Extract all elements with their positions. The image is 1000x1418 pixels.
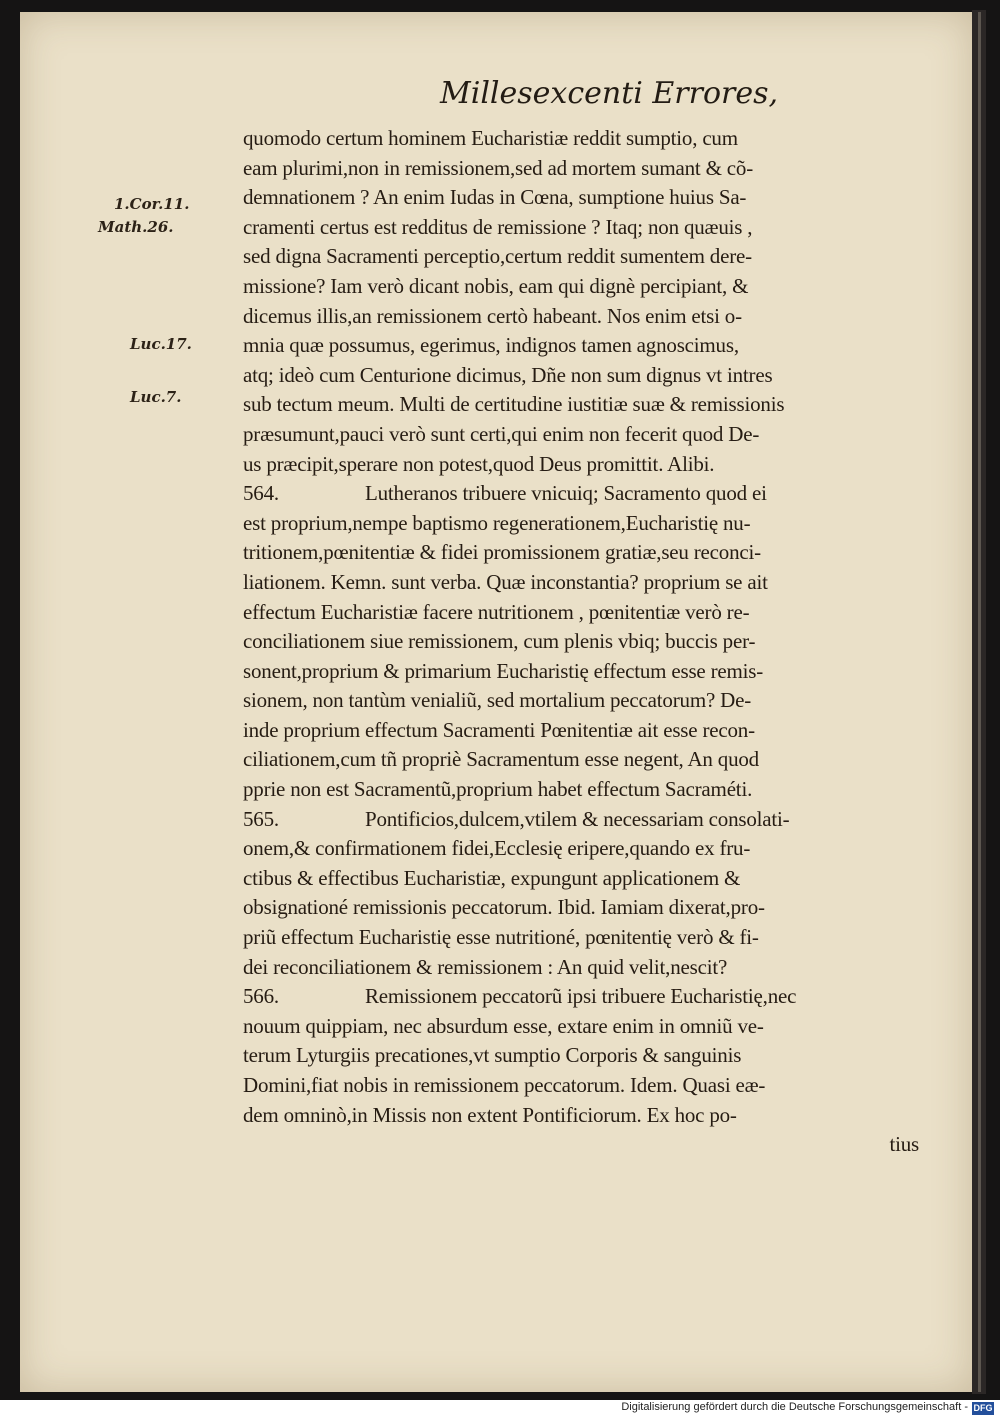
- text-line: priũ effectum Eucharistię esse nutritioné, pœnitentię verò & fi-: [243, 925, 759, 950]
- text-line: sonent,proprium & primarium Eucharistię effectum esse remis-: [243, 658, 764, 683]
- entry-566-first-line: [243, 982, 933, 1012]
- text-line: missione? Iam verò dicant nobis, eam qui dignè percipiant, &: [243, 273, 749, 298]
- text-line: sub tectum meum. Multi de certitudine iustitiæ suæ & remissionis: [243, 392, 785, 417]
- entry-text: Pontificios,dulcem,vtilem & necessariam consolati-: [365, 806, 790, 831]
- text-line: terum Lyturgiis precationes,vt sumptio Corporis & sanguinis: [243, 1043, 742, 1068]
- running-head: Millesexcenti Errores,: [440, 76, 779, 111]
- text-line: sionem, non tantùm venialiũ, sed mortalium peccatorum? De-: [243, 688, 752, 713]
- footer-credit: Digitalisierung gefördert durch die Deutsche Forschungsgemeinschaft -: [621, 1401, 968, 1413]
- footer-bar: [0, 1400, 1000, 1418]
- entry-564-first-line: [243, 479, 933, 509]
- text-line: Domini,fiat nobis in remissionem peccatorum. Idem. Quasi eæ-: [243, 1073, 766, 1097]
- margin-note-1cor: 1.Cor.11.: [114, 195, 190, 213]
- text-line: us præcipit,sperare non potest,quod Deus promittit. Alibi.: [243, 451, 715, 476]
- text-line: pprie non est Sacramentũ,proprium habet effectum Sacraméti.: [243, 777, 753, 802]
- text-line: obsignationé remissionis peccatorum. Ibid. Iamiam dixerat,pro-: [243, 895, 765, 920]
- entry-565-first-line: [243, 805, 933, 835]
- text-line: est proprium,nempe baptismo regenerationem,Eucharistię nu-: [243, 510, 751, 535]
- entry-text: Lutheranos tribuere vnicuiq; Sacramento quod ei: [365, 481, 767, 506]
- text-line: ciliationem,cum tñ propriè Sacramentum esse negent, An quod: [243, 747, 759, 772]
- text-line: dem omninò,in Missis non extent Pontificiorum. Ex hoc po-: [243, 1102, 737, 1127]
- text-line: ctibus & effectibus Eucharistiæ, expungunt applicationem &: [243, 865, 741, 890]
- book-edge-highlight: [978, 12, 981, 1392]
- margin-note-luc7: Luc.7.: [130, 388, 182, 406]
- text-line: demnationem ? An enim Iudas in Cœna, sumptione huius Sa-: [243, 185, 747, 210]
- text-line: effectum Eucharistiæ facere nutritionem , pœnitentiæ verò re-: [243, 599, 750, 624]
- entry-number: 564.: [243, 481, 279, 506]
- entry-text: Remissionem peccatorũ ipsi tribuere Eucharistię,nec: [365, 984, 797, 1009]
- text-line: conciliationem siue remissionem, cum plenis vbiq; buccis per-: [243, 629, 756, 654]
- body-text: [243, 124, 933, 1160]
- entry-number: 566.: [243, 984, 279, 1009]
- text-line: liationem. Kemn. sunt verba. Quæ inconstantia? proprium se ait: [243, 569, 768, 594]
- text-line: dicemus illis,an remissionem certò habeant. Nos enim etsi o-: [243, 303, 742, 328]
- text-line: inde proprium effectum Sacramenti Pœnitentiæ ait esse recon-: [243, 717, 755, 742]
- entry-number: 565.: [243, 806, 279, 831]
- text-line: dei reconciliationem & remissionem : An quid velit,nescit?: [243, 954, 728, 979]
- text-line: tritionem,pœnitentiæ & fidei promissionem gratiæ,seu reconci-: [243, 540, 761, 565]
- catchword: tius: [889, 1132, 919, 1157]
- text-line: quomodo certum hominem Eucharistiæ reddit sumptio, cum: [243, 126, 738, 150]
- text-line: onem,& confirmationem fidei,Ecclesię eripere,quando ex fru-: [243, 836, 751, 861]
- text-line: cramenti certus est redditus de remissione ? Itaq; non quæuis ,: [243, 214, 753, 239]
- margin-note-math: Math.26.: [98, 218, 174, 236]
- text-line: mnia quæ possumus, egerimus, indignos tamen agnoscimus,: [243, 333, 739, 358]
- text-line: eam plurimi,non in remissionem,sed ad mortem sumant & cõ-: [243, 155, 754, 180]
- text-line: atq; ideò cum Centurione dicimus, Dñe non sum dignus vt intres: [243, 362, 773, 387]
- text-line: præsumunt,pauci verò sunt certi,qui enim non fecerit quod De-: [243, 421, 760, 446]
- margin-note-luc17: Luc.17.: [130, 335, 192, 353]
- dfg-logo: DFG: [973, 1403, 993, 1413]
- text-line: sed digna Sacramenti perceptio,certum reddit sumentem dere-: [243, 244, 752, 269]
- text-line: nouum quippiam, nec absurdum esse, extare enim in omniũ ve-: [243, 1013, 764, 1038]
